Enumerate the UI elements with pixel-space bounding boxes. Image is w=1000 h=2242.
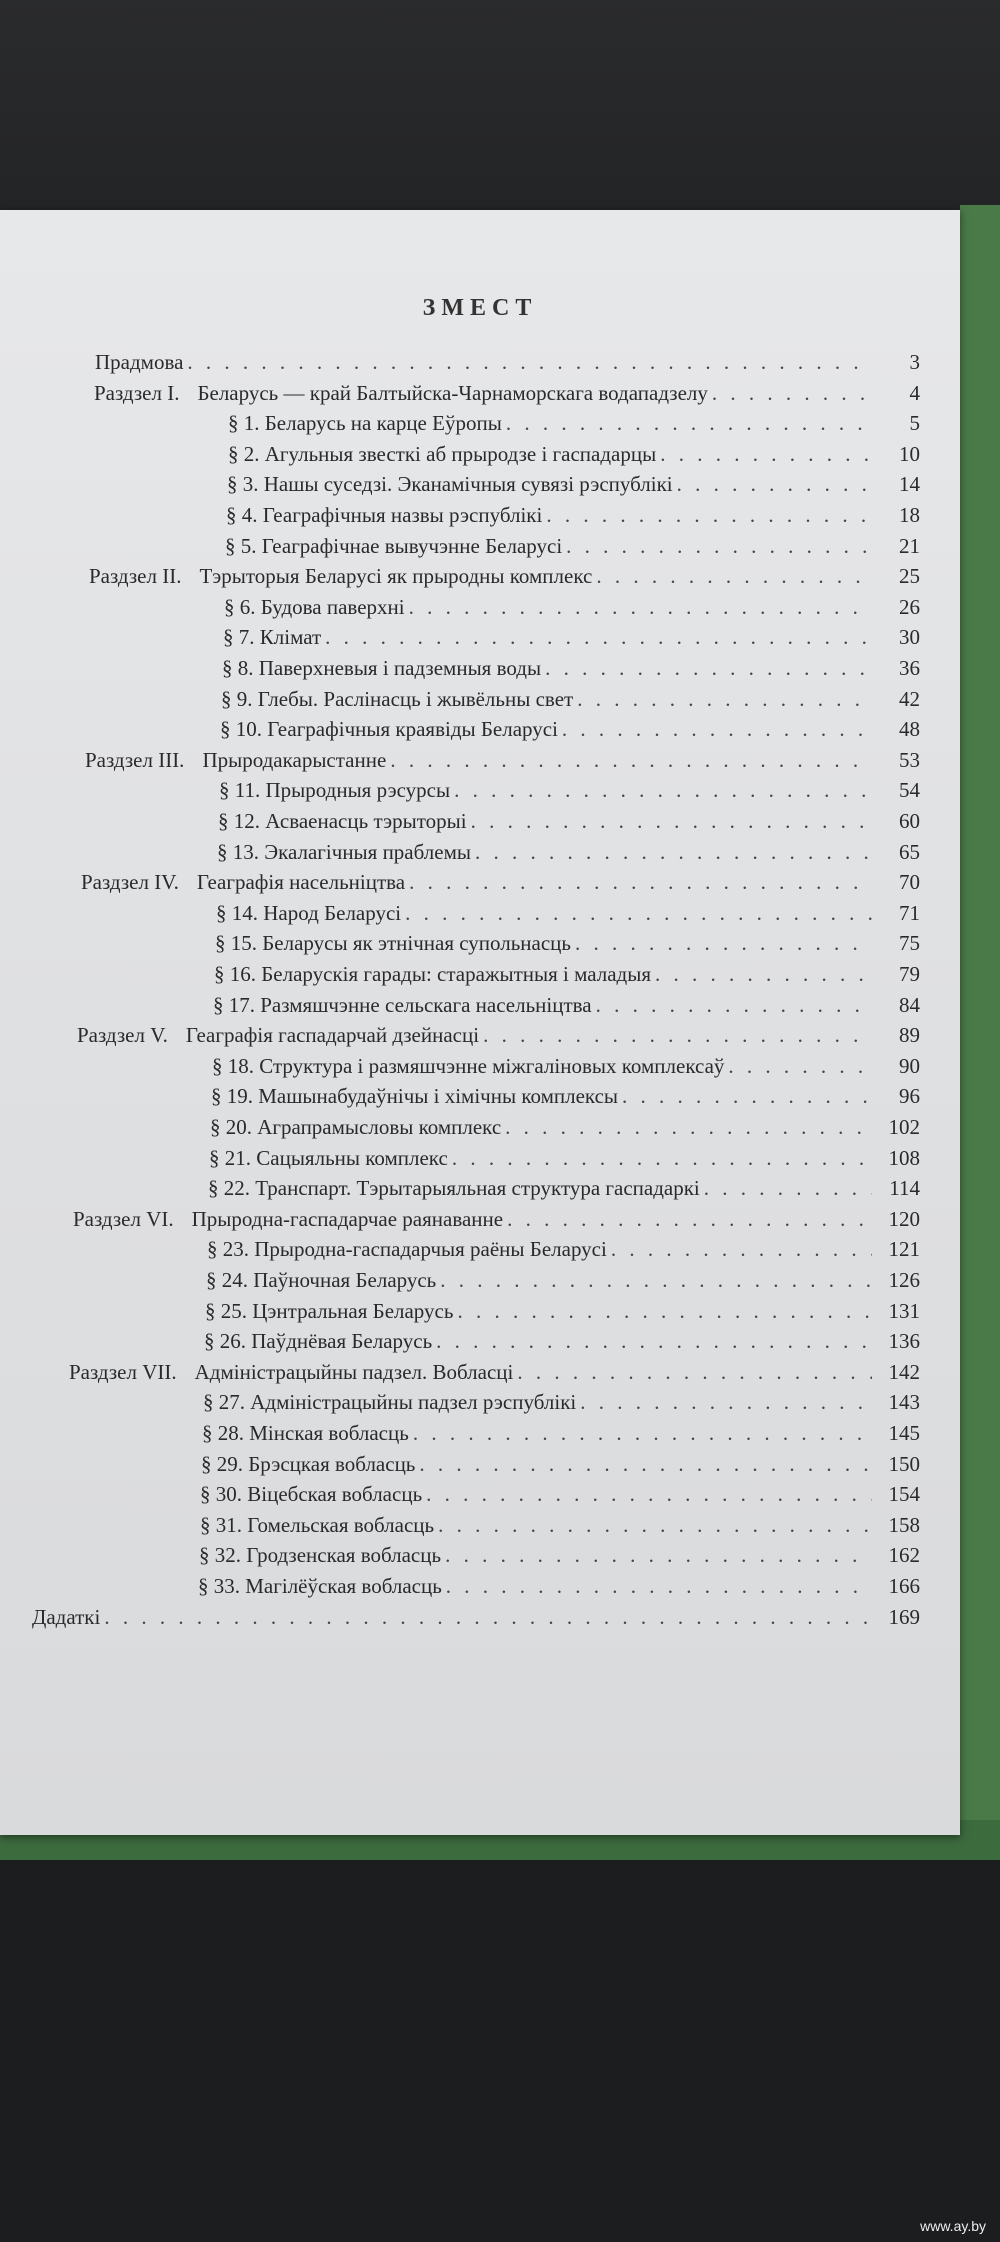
toc-leader-dots <box>436 1329 872 1354</box>
toc-section-number: Раздзел V. <box>77 1023 168 1048</box>
toc-entry <box>69 1360 920 1388</box>
toc-entry-title: § 30. Віцебская вобласць <box>200 1482 423 1507</box>
toc-leader-dots <box>413 1421 872 1446</box>
toc-page-number: 70 <box>899 870 920 895</box>
toc-entry <box>224 595 920 623</box>
toc-leader-dots <box>457 1299 872 1324</box>
toc-leader-dots <box>440 1268 872 1293</box>
toc-leader-dots <box>580 1390 872 1415</box>
toc-page-number: 65 <box>899 839 920 864</box>
toc-entry-title: § 14. Народ Беларусі <box>216 900 402 925</box>
toc-entry-title: § 22. Транспарт. Тэрытарыяльная структура гаспадаркі <box>208 1176 700 1201</box>
toc-page-number: 89 <box>899 1023 920 1048</box>
toc-entry-title: § 8. Паверхневыя і падземныя воды <box>222 656 542 680</box>
toc-page-number: 131 <box>888 1298 920 1323</box>
toc-leader-dots <box>517 1360 872 1385</box>
toc-leader-dots <box>611 1237 872 1262</box>
toc-entry-title: § 5. Геаграфічнае вывучэнне Беларусі <box>225 533 563 558</box>
toc-entry <box>228 442 920 470</box>
page-title: ЗМЕСТ <box>422 295 538 321</box>
toc-section-number: Раздзел VII. <box>69 1359 177 1384</box>
toc-entry <box>95 350 920 378</box>
toc-section-number: Раздзел IV. <box>81 870 179 895</box>
toc-page-number: 84 <box>899 992 920 1017</box>
toc-page-number: 75 <box>899 931 920 956</box>
toc-page-number: 42 <box>899 686 920 711</box>
toc-leader-dots <box>454 778 872 803</box>
toc-entry-title: § 32. Гродзенская вобласць <box>199 1543 442 1568</box>
toc-leader-dots <box>562 717 872 742</box>
toc-leader-dots <box>446 1574 872 1599</box>
toc-page-number: 71 <box>899 900 920 925</box>
toc-entry-title: § 12. Асваенасць тэрыторыі <box>218 809 467 833</box>
toc-leader-dots <box>445 1543 872 1568</box>
watermark: www.ay.by <box>920 2218 986 2234</box>
toc-leader-dots <box>596 564 872 589</box>
toc-entry <box>215 931 920 959</box>
toc-entry <box>199 1543 920 1571</box>
toc-entry <box>202 1421 920 1449</box>
toc-page-number: 36 <box>899 656 920 680</box>
toc-leader-dots <box>655 962 872 987</box>
toc-leader-dots <box>390 748 872 773</box>
toc-page-number: 143 <box>888 1390 920 1415</box>
toc-entry <box>226 503 920 531</box>
toc-entry-title: § 24. Паўночная Беларусь <box>206 1268 437 1292</box>
toc-entry <box>216 901 920 929</box>
toc-entry <box>200 1513 920 1541</box>
toc-page-number: 121 <box>888 1237 920 1262</box>
toc-page-number: 5 <box>909 411 920 436</box>
toc-page-number: 79 <box>899 962 920 986</box>
toc-page-number: 48 <box>899 717 920 742</box>
toc-page-number: 154 <box>888 1482 920 1507</box>
toc-entry-title: § 20. Аграпрамысловы комплекс <box>210 1115 502 1139</box>
toc-entry <box>221 687 920 715</box>
toc-entry-title: § 28. Мінская вобласць <box>202 1421 409 1445</box>
toc-leader-dots <box>677 472 872 497</box>
toc-page-number: 150 <box>888 1451 920 1476</box>
toc-entry <box>208 1176 920 1204</box>
toc-section-number: Раздзел VI. <box>73 1206 174 1231</box>
toc-leader-dots <box>728 1054 872 1079</box>
toc-entry-title: § 18. Структура і размяшчэнне міжгаліновых комплексаў <box>212 1053 725 1078</box>
toc-leader-dots <box>507 1207 872 1232</box>
toc-page-number: 14 <box>899 472 920 497</box>
toc-page-number: 25 <box>899 564 920 589</box>
toc-entry-title: § 29. Брэсцкая вобласць <box>201 1451 416 1476</box>
toc-entry <box>207 1237 920 1265</box>
toc-page-number: 60 <box>899 809 920 833</box>
toc-entry-title: Адміністрацыйны падзел. Вобласці <box>194 1359 514 1384</box>
toc-leader-dots <box>409 595 872 620</box>
toc-entry <box>198 1574 920 1602</box>
toc-entry-title: § 9. Глебы. Раслінасць і жывёльны свет <box>221 686 574 711</box>
toc-entry-title: § 2. Агульныя звесткі аб прыродзе і гаспадарцы <box>228 441 657 466</box>
toc-entry <box>222 656 920 684</box>
toc-entry <box>94 381 920 409</box>
toc-entry-title: § 1. Беларусь на карце Еўропы <box>228 411 502 436</box>
toc-entry <box>77 1023 920 1051</box>
toc-entry <box>213 993 920 1021</box>
toc-page-number: 90 <box>899 1053 920 1078</box>
toc-page-number: 120 <box>888 1206 920 1231</box>
toc-leader-dots <box>704 1176 872 1201</box>
toc-leader-dots <box>506 411 872 436</box>
toc-entry-title: § 3. Нашы суседзі. Эканамічныя сувязі рэспублікі <box>227 472 673 497</box>
toc-entry-title: § 10. Геаграфічныя краявіды Беларусі <box>220 717 558 742</box>
toc-entry <box>228 411 920 439</box>
toc-entry-title: § 33. Магілёўская вобласць <box>198 1574 442 1598</box>
toc-leader-dots <box>438 1513 872 1538</box>
book-page <box>0 210 960 1835</box>
toc-entry <box>217 840 920 868</box>
toc-section-number: Раздзел I. <box>94 380 180 405</box>
toc-entry <box>32 1605 920 1633</box>
toc-entry <box>212 1054 920 1082</box>
toc-entry-title: Прыродакарыстанне <box>202 747 387 772</box>
toc-entry <box>211 1084 920 1112</box>
toc-entry <box>210 1115 920 1143</box>
toc-leader-dots <box>475 840 872 865</box>
toc-entry <box>205 1299 920 1327</box>
toc-page-number: 30 <box>899 625 920 650</box>
toc-leader-dots <box>409 870 872 895</box>
toc-page-number: 166 <box>888 1574 920 1598</box>
toc-entry-title: § 6. Будова паверхні <box>224 594 405 619</box>
toc-page-number: 53 <box>899 747 920 772</box>
toc-entry <box>223 625 920 653</box>
toc-section-number: Раздзел III. <box>85 747 185 772</box>
toc-entry-title: Дадаткі <box>32 1604 101 1629</box>
toc-entry <box>220 717 920 745</box>
toc-page-number: 142 <box>888 1359 920 1384</box>
toc-page-number: 21 <box>899 533 920 558</box>
toc-entry-title: Прадмова <box>95 350 184 374</box>
toc-entry-title: § 19. Машынабудаўнічы і хімічны комплексы <box>211 1084 619 1109</box>
toc-entry-title: § 17. Размяшчэнне сельскага насельніцтва <box>213 992 592 1017</box>
toc-entry-title: Беларусь — край Балтыйска-Чарнаморскага водападзелу <box>197 380 708 405</box>
toc-leader-dots <box>660 442 872 467</box>
toc-page-number: 102 <box>888 1115 920 1139</box>
toc-entry <box>209 1146 920 1174</box>
toc-entry-title: § 4. Геаграфічныя назвы рэспублікі <box>226 503 543 527</box>
toc-page-number: 126 <box>888 1268 920 1292</box>
toc-page-number: 96 <box>899 1084 920 1109</box>
toc-leader-dots <box>426 1482 872 1507</box>
toc-entry <box>219 778 920 806</box>
toc-entry-title: § 23. Прыродна-гаспадарчыя раёны Беларусі <box>207 1237 607 1262</box>
toc-entry <box>204 1329 920 1357</box>
toc-entry-title: § 26. Паўднёвая Беларусь <box>204 1329 433 1354</box>
toc-entry-title: Прыродна-гаспадарчае раянаванне <box>191 1206 504 1231</box>
toc-leader-dots <box>577 687 872 712</box>
toc-section-number: Раздзел II. <box>89 564 182 589</box>
toc-page-number: 169 <box>888 1604 920 1629</box>
toc-leader-dots <box>596 993 872 1018</box>
toc-leader-dots <box>471 809 872 834</box>
toc-leader-dots <box>622 1084 872 1109</box>
toc-leader-dots <box>405 901 872 926</box>
toc-leader-dots <box>452 1146 872 1171</box>
toc-entry-title: Геаграфія гаспадарчай дзейнасці <box>185 1023 480 1048</box>
toc-page-number: 136 <box>888 1329 920 1354</box>
toc-entry <box>89 564 920 592</box>
toc-leader-dots <box>575 931 872 956</box>
toc-entry <box>81 870 920 898</box>
toc-leader-dots <box>325 625 872 650</box>
toc-leader-dots <box>483 1023 872 1048</box>
toc-leader-dots <box>545 656 872 681</box>
toc-leader-dots <box>712 381 872 406</box>
toc-entry <box>214 962 920 990</box>
toc-entry-title: § 16. Беларускія гарады: старажытныя і маладыя <box>214 962 651 986</box>
toc-leader-dots <box>104 1605 872 1630</box>
toc-entry <box>73 1207 920 1235</box>
toc-leader-dots <box>546 503 872 528</box>
toc-entry <box>218 809 920 837</box>
toc-entry <box>201 1452 920 1480</box>
toc-entry-title: § 15. Беларусы як этнічная супольнасць <box>215 931 571 956</box>
toc-entry-title: § 27. Адміністрацыйны падзел рэспублікі <box>203 1390 577 1415</box>
toc-entry <box>206 1268 920 1296</box>
toc-page-number: 54 <box>899 778 920 803</box>
toc-entry <box>85 748 920 776</box>
toc-page-number: 114 <box>889 1176 920 1201</box>
toc-entry-title: § 7. Клімат <box>223 625 322 650</box>
toc-entry-title: Тэрыторыя Беларусі як прыродны комплекс <box>199 564 593 589</box>
toc-entry-title: § 21. Сацыяльны комплекс <box>209 1145 448 1170</box>
toc-entry-title: § 25. Цэнтральная Беларусь <box>205 1298 454 1323</box>
toc-page-number: 162 <box>888 1543 920 1568</box>
toc-entry <box>225 534 920 562</box>
book-cover-edge <box>960 205 1000 1855</box>
toc-page-number: 145 <box>888 1421 920 1445</box>
toc-entry <box>227 472 920 500</box>
toc-entry <box>203 1390 920 1418</box>
toc-leader-dots <box>419 1452 872 1477</box>
toc-entry <box>200 1482 920 1510</box>
toc-entry-title: § 11. Прыродныя рэсурсы <box>219 778 451 803</box>
toc-page-number: 10 <box>899 441 920 466</box>
background-top <box>0 0 1000 220</box>
toc-entry-title: § 13. Экалагічныя праблемы <box>217 839 471 864</box>
toc-page-number: 4 <box>909 380 920 405</box>
toc-page-number: 158 <box>888 1512 920 1537</box>
toc-page-number: 3 <box>909 350 920 374</box>
toc-page-number: 108 <box>888 1145 920 1170</box>
toc-entry-title: Геаграфія насельніцтва <box>196 870 406 895</box>
toc-leader-dots <box>566 534 872 559</box>
toc-entry-title: § 31. Гомельская вобласць <box>200 1512 435 1537</box>
toc-page-number: 26 <box>899 594 920 619</box>
toc-leader-dots <box>505 1115 872 1140</box>
toc-leader-dots <box>187 350 872 375</box>
toc-page-number: 18 <box>899 503 920 527</box>
